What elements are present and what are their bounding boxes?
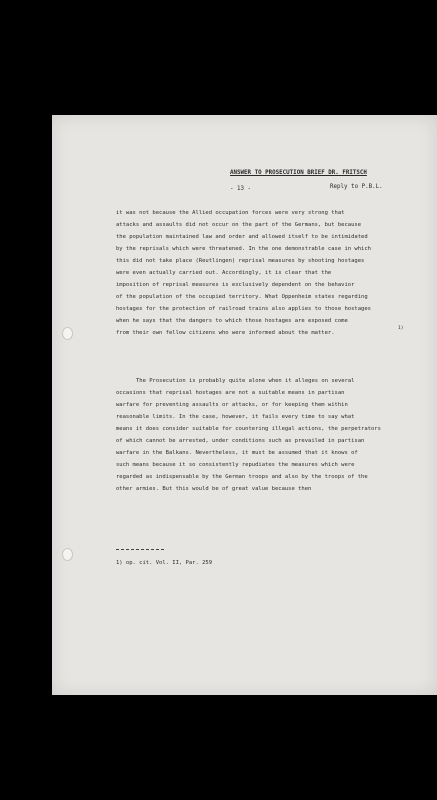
- paragraph-2-line-4: reasonable limits. In the case, however, it fails every time to say what: [116, 414, 355, 420]
- paragraph-1-line-5: this did not take place (Reutlingen) reprisal measures by shooting hostages: [116, 258, 365, 264]
- paragraph-2-line-3: warfare for preventing assaults or attacks, or for keeping them within: [116, 402, 348, 408]
- paragraph-2-line-7: warfare in the Balkans. Nevertheless, it must be assumed that it knows of: [116, 450, 358, 456]
- paragraph-1-line-7: imposition of reprisal measures is exclusively dependent on the behavior: [116, 282, 355, 288]
- paragraph-2-line-10: other armies. But this would be of great value because then: [116, 486, 312, 492]
- document-page: [52, 115, 437, 695]
- paragraph-2-line-2: occasions that reprisal hostages are not a suitable means in partisan: [116, 390, 345, 396]
- paragraph-1-line-2: attacks and assaults did not occur on the part of the Germans, but because: [116, 222, 362, 228]
- paragraph-1-line-4: by the reprisals which were threatened. In the one demonstrable case in which: [116, 246, 371, 252]
- paragraph-2-line-1: The Prosecution is probably quite alone when it alleges on several: [136, 378, 355, 384]
- reply-reference: Reply to P.B.L.: [330, 184, 383, 190]
- paragraph-2-line-8: such means because it so consistently repudiates the measures which were: [116, 462, 355, 468]
- footnote-rule: [116, 549, 164, 550]
- document-title: ANSWER TO PROSECUTION BRIEF DR. FRITSCH: [230, 170, 367, 176]
- paragraph-2-line-6: of which cannot be arrested, under conditions such as prevailed in partisan: [116, 438, 365, 444]
- paragraph-2-line-9: regarded as indispensable by the German troops and also by the troops of the: [116, 474, 368, 480]
- paragraph-1-line-3: the population maintained law and order and allowed itself to be intimidated: [116, 234, 368, 240]
- paragraph-1-line-8: of the population of the occupied territory. What Oppenheim states regarding: [116, 294, 368, 300]
- page-number: - 13 -: [230, 186, 252, 192]
- paragraph-1-line-10: when he says that the dangers to which those hostages are exposed come: [116, 318, 348, 324]
- footnote: 1) op. cit. Vol. II, Par. 259: [116, 560, 213, 566]
- punch-hole-top: [63, 328, 72, 339]
- footnote-marker: 1): [398, 326, 404, 331]
- paragraph-1-line-11: from their own fellow citizens who were informed about the matter.: [116, 330, 335, 336]
- paragraph-1-line-1: it was not because the Allied occupation forces were very strong that: [116, 210, 345, 216]
- paragraph-2-line-5: means it does consider suitable for countering illegal actions, the perpetrators: [116, 426, 381, 432]
- punch-hole-bottom: [63, 549, 72, 560]
- paragraph-1-line-9: hostages for the protection of railroad trains also applies to those hostages: [116, 306, 371, 312]
- paragraph-1-line-6: were even actually carried out. Accordingly, it is clear that the: [116, 270, 332, 276]
